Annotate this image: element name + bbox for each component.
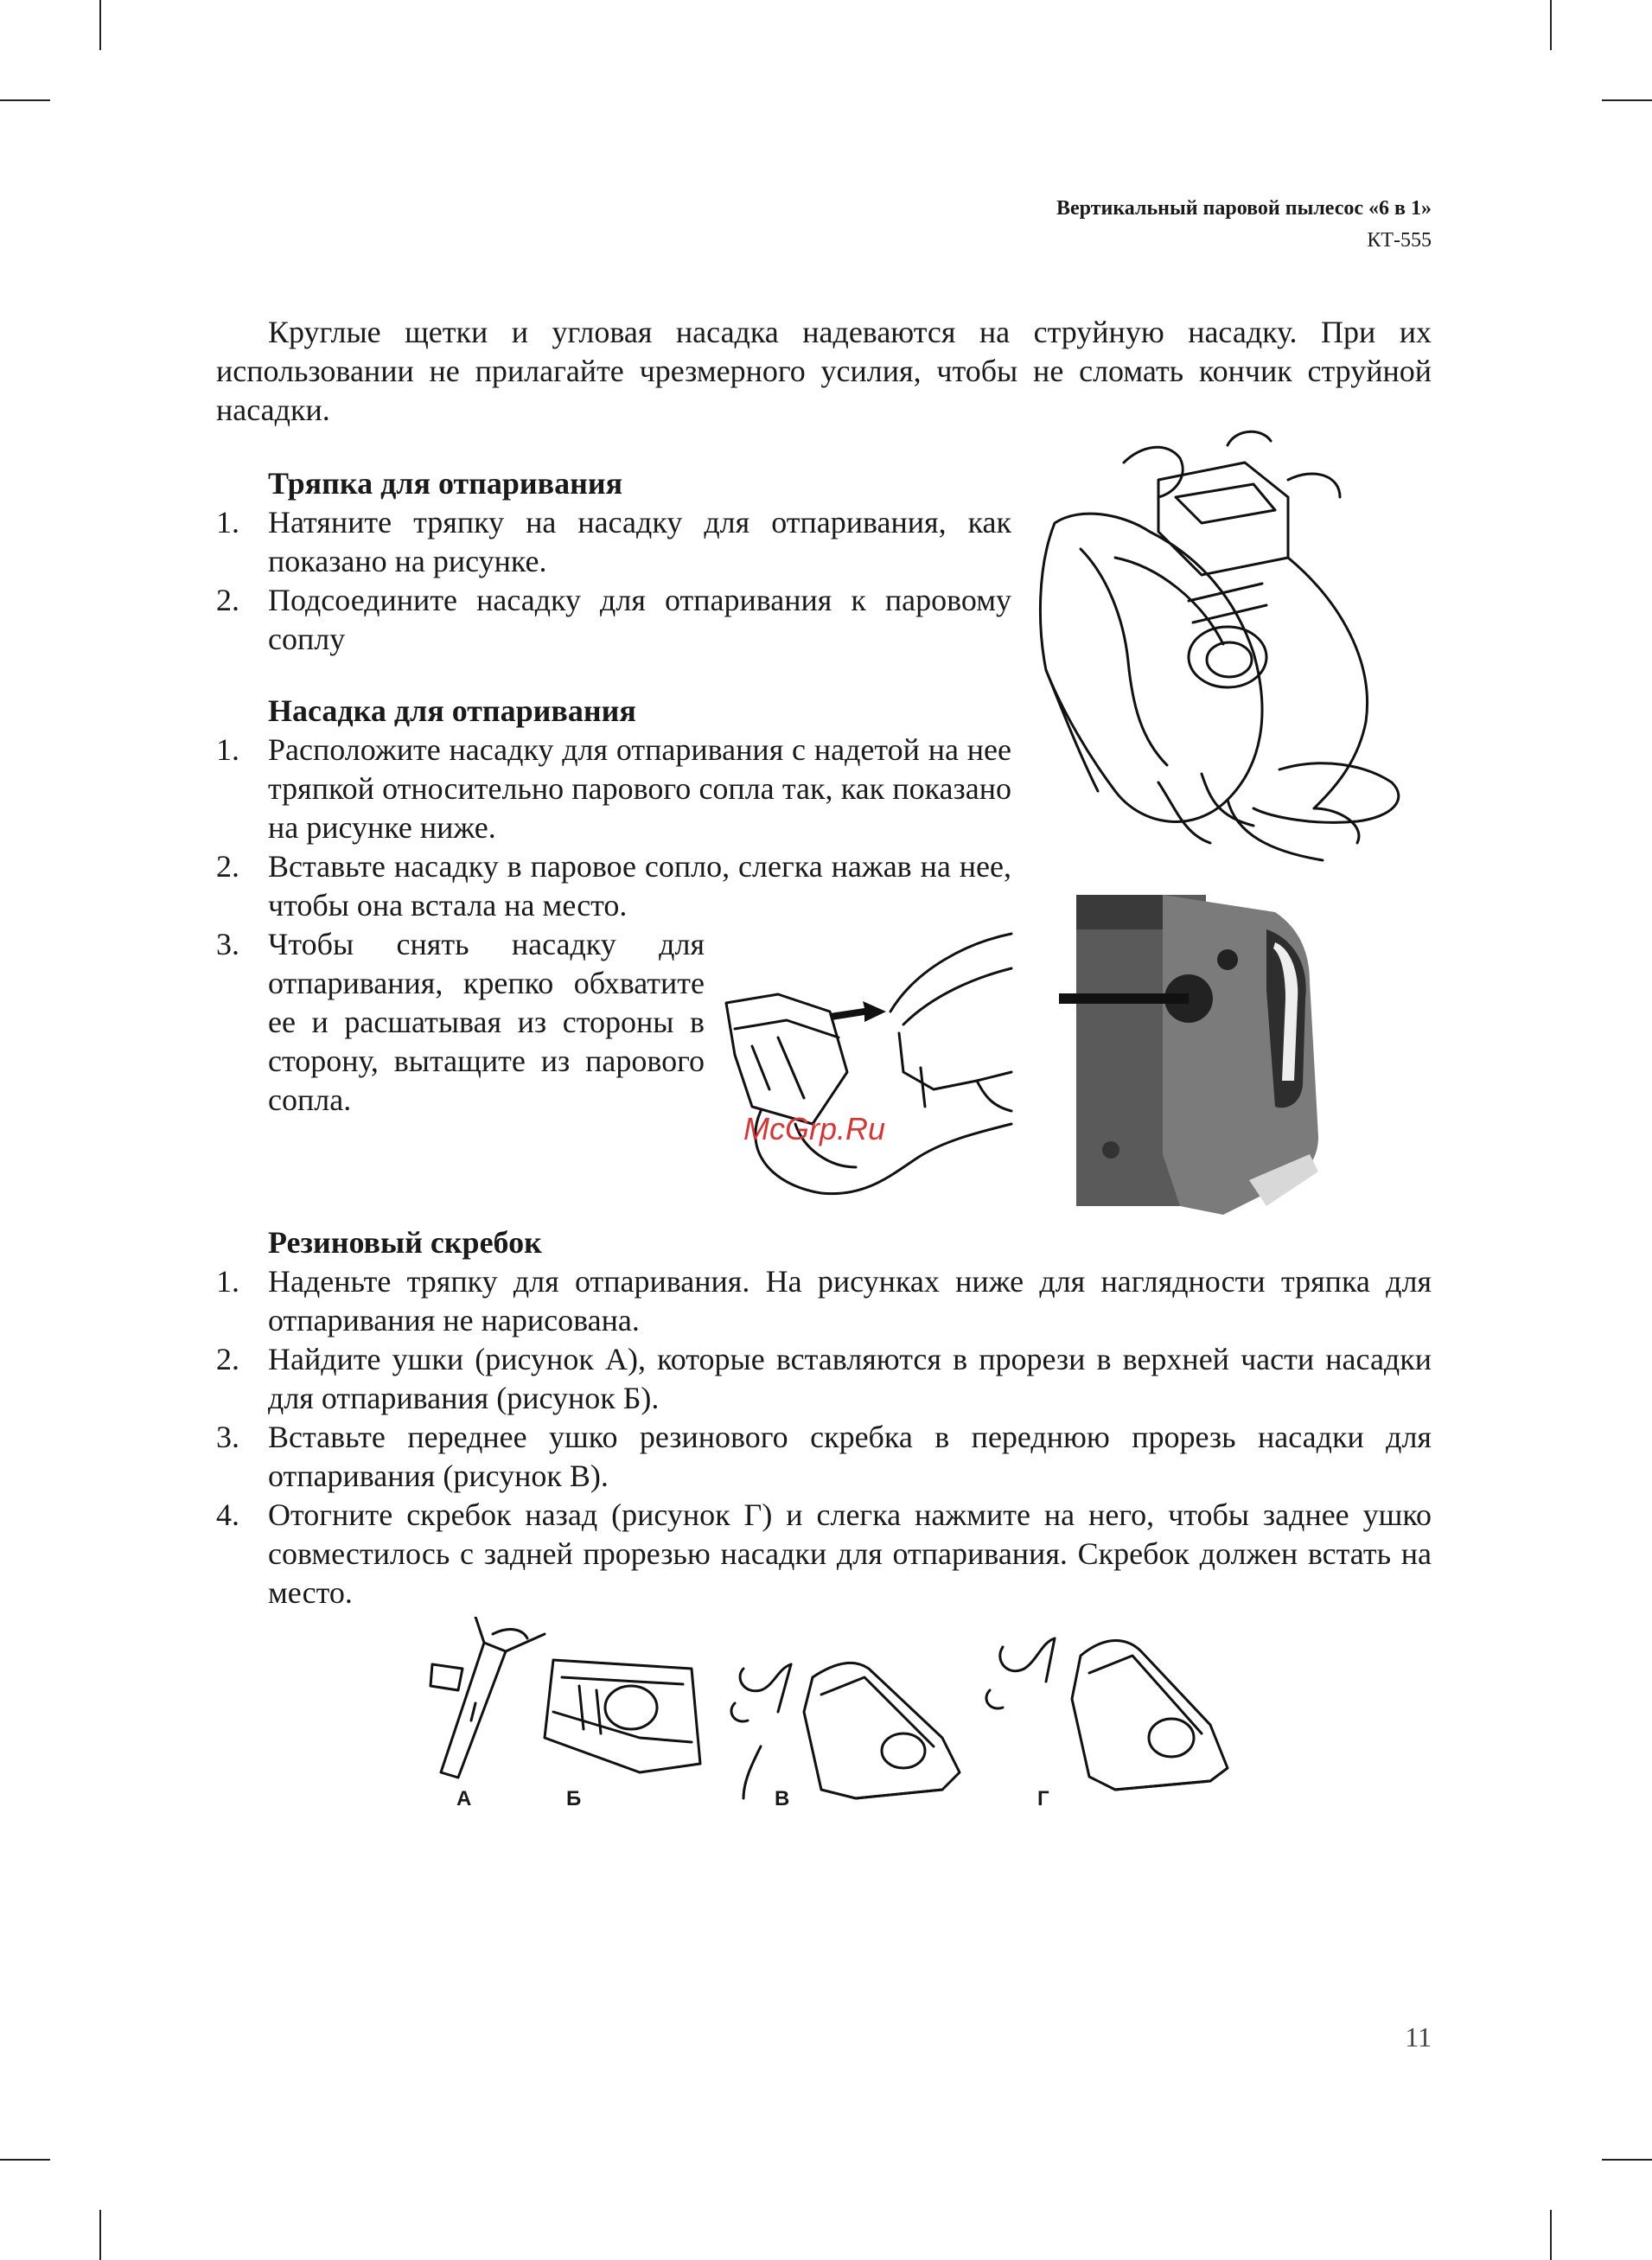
heading-steam-cloth: Тряпка для отпаривания [268, 466, 623, 501]
steam-cloth-steps [216, 503, 1011, 659]
crop-mark [1550, 0, 1552, 50]
page-number: 11 [1405, 2021, 1432, 2053]
list-item: 2. Вставьте насадку в паровое сопло, слегка нажав на нее, чтобы она встала на место. [216, 849, 1011, 923]
figure-label-a: А [456, 1787, 472, 1810]
running-header-title: Вертикальный паровой пылесос «6 в 1» [1056, 197, 1432, 220]
crop-mark [1602, 2159, 1652, 2161]
list-item: 3. Вставьте переднее ушко резинового скребка в переднюю прорезь насадки для отпаривания (рисунок В). [216, 1420, 1432, 1493]
rubber-scraper-steps [216, 1262, 1432, 1612]
crop-mark [1602, 99, 1652, 101]
steam-unit-photo [1059, 895, 1353, 1223]
figure-v-scraper-insert [726, 1643, 968, 1807]
list-item: 1. Наденьте тряпку для отпаривания. На рисунках ниже для наглядности тряпка для отпаривания не нарисована. [216, 1264, 1432, 1337]
figure-label-g: Г [1037, 1787, 1049, 1810]
crop-mark [99, 2210, 101, 2260]
steam-cloth-illustration [1029, 428, 1418, 878]
list-item: 1. Натяните тряпку на насадку для отпаривания, как показано на рисунке. [216, 505, 1011, 578]
figure-label-b: Б [566, 1787, 582, 1810]
figure-label-v: В [775, 1787, 790, 1810]
list-item: 1. Расположите насадку для отпаривания с надетой на нее тряпкой относительно парового сопла так, как показано на рисунке ниже. [216, 732, 1011, 845]
crop-mark [0, 2159, 50, 2161]
list-item: 3. Чтобы снять насадку для отпаривания, крепко обхватите ее и расшатывая из стороны в сторону, вытащите из парового сопла. [216, 927, 705, 1117]
list-item: 2. Найдите ушки (рисунок А), которые вставляются в прорези в верхней части насадки для отпаривания (рисунок Б). [216, 1342, 1432, 1415]
running-header-model: КТ-555 [1367, 229, 1432, 252]
crop-mark [1550, 2210, 1552, 2260]
intro-paragraph: Круглые щетки и угловая насадка надеваются на струйную насадку. При их использовании не прилагайте чрезмерного усилия, чтобы не сломать кончик струйной насадки. [216, 315, 1432, 427]
watermark: McGrp.Ru [743, 1111, 886, 1146]
list-item: 2. Подсоедините насадку для отпаривания к паровому соплу [216, 583, 1011, 656]
list-item: 4. Отогните скребок назад (рисунок Г) и слегка нажмите на него, чтобы заднее ушко совместилось с задней прорезью насадки для отпаривания. Скребок должен встать на место. [216, 1497, 1432, 1610]
heading-rubber-scraper: Резиновый скребок [268, 1225, 542, 1260]
nozzle-insert-illustration [718, 916, 1020, 1210]
heading-steam-nozzle: Насадка для отпаривания [268, 693, 636, 728]
crop-mark [0, 99, 50, 101]
crop-mark [99, 0, 101, 50]
figure-g-scraper-bend [977, 1621, 1236, 1803]
figure-b-nozzle [536, 1643, 709, 1781]
